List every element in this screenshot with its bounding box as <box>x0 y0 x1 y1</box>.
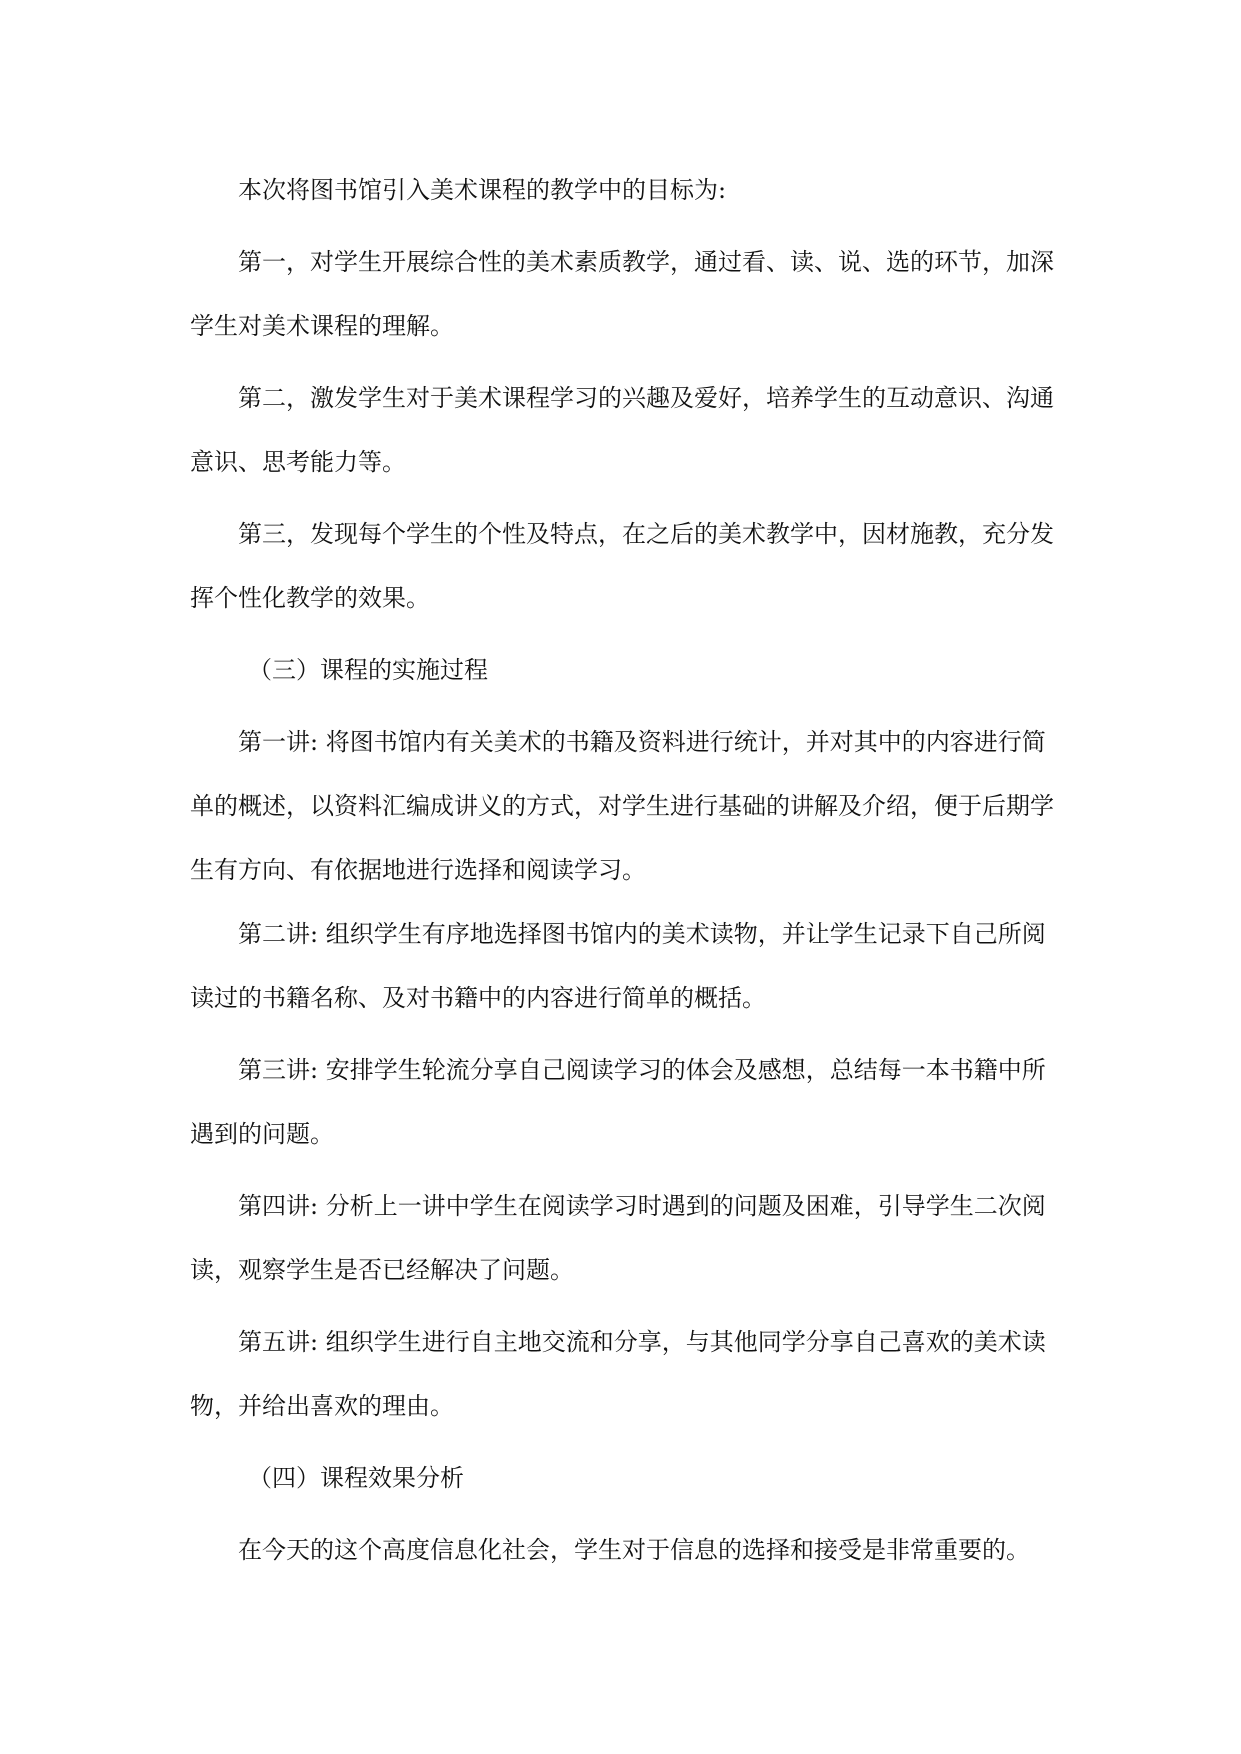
paragraph-lecture-2: 第二讲: 组织学生有序地选择图书馆内的美术读物，并让学生记录下自己所阅读过的书籍名称、及对书籍中的内容进行简单的概括。 <box>190 920 1046 1012</box>
section-heading-implementation: （三）课程的实施过程 <box>248 656 488 684</box>
paragraph-lecture-4: 第四讲: 分析上一讲中学生在阅读学习时遇到的问题及困难，引导学生二次阅读，观察学生是否已经解决了问题。 <box>190 1192 1046 1284</box>
paragraph-goal-2: 第二，激发学生对于美术课程学习的兴趣及爱好，培养学生的互动意识、沟通意识、思考能力等。 <box>190 384 1054 476</box>
paragraph-lecture-1: 第一讲: 将图书馆内有关美术的书籍及资料进行统计，并对其中的内容进行简单的概述，以资料汇编成讲义的方式，对学生进行基础的讲解及介绍，便于后期学生有方向、有依据地进行选择和阅读学习。 <box>190 728 1054 884</box>
paragraph-lecture-3: 第三讲: 安排学生轮流分享自己阅读学习的体会及感想，总结每一本书籍中所遇到的问题。 <box>190 1056 1046 1148</box>
paragraph-goals-intro: 本次将图书馆引入美术课程的教学中的目标为: <box>238 176 727 204</box>
paragraph-effect-analysis: 在今天的这个高度信息化社会，学生对于信息的选择和接受是非常重要的。 <box>238 1536 1030 1564</box>
section-heading-effect-analysis: （四）课程效果分析 <box>248 1464 464 1492</box>
paragraph-goal-3: 第三，发现每个学生的个性及特点，在之后的美术教学中，因材施教，充分发挥个性化教学的效果。 <box>190 520 1054 612</box>
paragraph-goal-1: 第一，对学生开展综合性的美术素质教学，通过看、读、说、选的环节，加深学生对美术课程的理解。 <box>190 248 1054 340</box>
paragraph-lecture-5: 第五讲: 组织学生进行自主地交流和分享，与其他同学分享自己喜欢的美术读物，并给出喜欢的理由。 <box>190 1328 1046 1420</box>
